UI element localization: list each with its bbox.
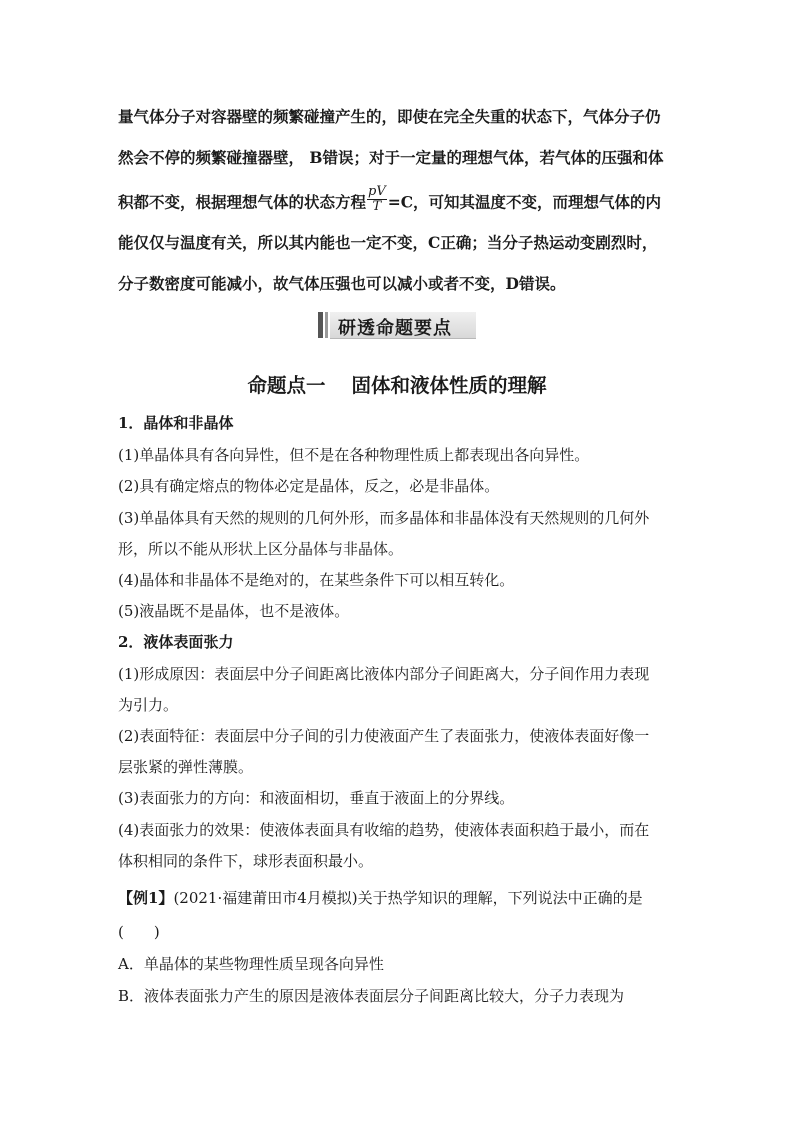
intro-line-5: 分子数密度可能减小，故气体压强也可以减小或者不变，D错误。 [118, 274, 566, 293]
part2-item-1b: 为引力。 [118, 696, 179, 714]
part1-item-3a: (3)单晶体具有天然的规则的几何外形，而多晶体和非晶体没有天然规则的几何外 [118, 509, 650, 527]
part1-item-5: (5)液晶既不是晶体，也不是液体。 [118, 602, 350, 620]
part1-item-4: (4)晶体和非晶体不是绝对的，在某些条件下可以相互转化。 [118, 571, 515, 589]
intro-line-1: 量气体分子对容器壁的频繁碰撞产生的，即使在完全失重的状态下，气体分子仍 [118, 107, 661, 126]
option-b: B．液体表面张力产生的原因是液体表面层分子间距离比较大，分子力表现为 [118, 987, 625, 1005]
intro-line-2: 然会不停的频繁碰撞器壁， B错误；对于一定量的理想气体，若气体的压强和体 [118, 148, 664, 167]
part2-item-4b: 体积相同的条件下，球形表面积最小。 [118, 852, 374, 870]
badge-bar-light [325, 312, 328, 338]
part2-item-2a: (2)表面特征：表面层中分子间的引力使液面产生了表面张力，使液体表面好像一 [118, 727, 650, 745]
section-badge [318, 312, 476, 338]
part2-item-3: (3)表面张力的方向：和液面相切，垂直于液面上的分界线。 [118, 789, 515, 807]
example-source: (2021·福建莆田市4月模拟) [173, 889, 358, 907]
heading-title: 固体和液体性质的理解 [351, 374, 547, 397]
intro-line-3-pre: 积都不变，根据理想气体的状态方程 [118, 192, 367, 212]
fraction-denominator: T [372, 199, 382, 214]
intro-line-3 [118, 184, 684, 218]
fraction-numerator: pV [368, 184, 386, 199]
example-question: 关于热学知识的理解，下列说法中正确的是 [357, 889, 643, 907]
part2-item-1a: (1)形成原因：表面层中分子间距离比液体内部分子间距离大，分子间作用力表现 [118, 665, 650, 683]
part2-item-4a: (4)表面张力的效果：使液体表面具有收缩的趋势，使液体表面积趋于最小，而在 [118, 821, 650, 839]
intro-line-3-post: =C，可知其温度不变，而理想气体的内 [387, 192, 662, 212]
gas-law-fraction [367, 185, 387, 214]
part1-item-3b: 形，所以不能从形状上区分晶体与非晶体。 [118, 540, 404, 558]
part1-item-1: (1)单晶体具有各向异性，但不是在各种物理性质上都表现出各向异性。 [118, 446, 590, 464]
part2-title: 2．液体表面张力 [118, 633, 234, 651]
part1-item-2: (2)具有确定熔点的物体必定是晶体，反之，必是非晶体。 [118, 477, 500, 495]
section-heading [0, 370, 794, 398]
part1-title: 1．晶体和非晶体 [118, 414, 234, 432]
example-stem [118, 888, 643, 908]
heading-label: 命题点一 [247, 374, 326, 397]
intro-line-4: 能仅仅与温度有关，所以其内能也一定不变，C正确；当分子热运动变剧烈时， [118, 233, 658, 252]
option-a: A．单晶体的某些物理性质呈现各向异性 [118, 955, 384, 973]
badge-bar-dark [318, 312, 323, 338]
badge-text: 研透命题要点 [338, 318, 452, 339]
answer-blank: ( ) [118, 923, 160, 941]
example-tag: 【例1】 [118, 889, 174, 907]
part2-item-2b: 层张紧的弹性薄膜。 [118, 758, 254, 776]
